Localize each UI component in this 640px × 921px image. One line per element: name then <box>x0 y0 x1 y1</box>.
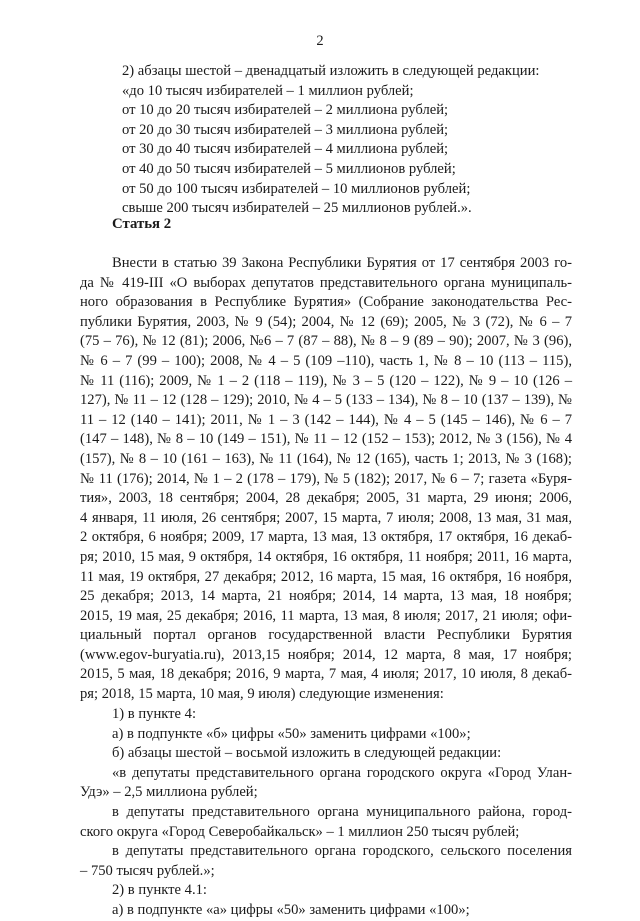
intro-line: от 20 до 30 тысяч избирателей – 3 миллиона рублей; <box>122 121 449 138</box>
item-line: «в депутаты представительного органа городского округа «Город Улан- <box>112 764 572 781</box>
body-line: ного образования в Республике Бурятия» (Собрание законодательства Рес- <box>80 294 572 311</box>
body-line: да № 419-III «О выборах депутатов представительного органа муниципаль- <box>80 274 572 291</box>
body-line: 2 октября, 6 ноября; 2009, 17 марта, 13 мая, 13 октября, 17 октября, 16 декаб- <box>80 529 572 546</box>
body-line: № 11 (176); 2014, № 1 – 2 (178 – 179), № 5 (182); 2017, № 6 – 7; газета «Буря- <box>80 470 572 487</box>
intro-line: «до 10 тысяч избирателей – 1 миллион рублей; <box>122 82 414 99</box>
body-line: публики Бурятия, 2003, № 9 (54); 2004, № 12 (69); 2005, № 3 (72), № 6 – 7 <box>80 313 572 330</box>
item-line: Удэ» – 2,5 миллиона рублей; <box>80 784 258 801</box>
body-line: 25 декабря; 2013, 14 марта, 21 ноября; 2014, 14 марта, 13 мая, 18 ноября; <box>80 588 572 605</box>
body-line: (www.egov-buryatia.ru), 2013,15 ноября; 2014, 12 марта, 8 мая, 17 ноября; <box>80 646 572 663</box>
body-line: 2015, 19 мая, 25 декабря; 2016, 11 марта, 13 мая, 8 июля; 2017, 21 июля; офи- <box>80 607 572 624</box>
body-line: 11 мая, 19 октября, 27 декабря; 2012, 16 марта, 15 мая, 16 октября, 16 ноября, <box>80 568 572 585</box>
item-line: б) абзацы шестой – восьмой изложить в следующей редакции: <box>112 745 502 762</box>
body-line: 11 – 12 (140 – 141); 2011, № 1 – 3 (142 – 144), № 4 – 5 (145 – 146), № 6 – 7 <box>80 411 572 428</box>
article-body-paragraph <box>80 254 572 705</box>
body-line: (147 – 148), № 8 – 10 (149 – 151), № 11 – 12 (152 – 153); 2012, № 3 (156), № 4 <box>80 431 572 448</box>
intro-line: 2) абзацы шестой – двенадцатый изложить в следующей редакции: <box>122 63 540 79</box>
body-line: ря; 2010, 15 мая, 9 октября, 14 октября, 16 октября, 11 ноября; 2011, 16 марта, <box>80 548 572 565</box>
amendment-items <box>80 705 572 921</box>
body-line: тия», 2003, 18 сентября; 2004, 28 декабря; 2005, 31 марта, 29 июня; 2006, <box>80 490 572 507</box>
body-line: 2015, 5 мая, 18 декабря; 2016, 9 марта, 7 мая, 4 июля; 2017, 10 июля, 8 декаб- <box>80 666 572 683</box>
body-line: ря; 2018, 15 марта, 10 мая, 9 июля) следующие изменения: <box>80 686 444 703</box>
item-line: а) в подпункте «б» цифры «50» заменить цифрами «100»; <box>112 725 471 742</box>
item-line: ского округа «Город Северобайкальск» – 1 миллион 250 тысяч рублей; <box>80 823 520 840</box>
body-line: (157), № 8 – 10 (161 – 163), № 11 (164), № 12 (165), часть 1; 2013, № 3 (168); <box>80 450 572 467</box>
body-line: (75 – 76), № 12 (81); 2006, №6 – 7 (87 – 88), № 8 – 9 (89 – 90); 2007, № 3 (96), <box>80 333 572 350</box>
intro-line: от 40 до 50 тысяч избирателей – 5 миллионов рублей; <box>122 160 456 177</box>
intro-line: от 30 до 40 тысяч избирателей – 4 миллиона рублей; <box>122 141 449 158</box>
item-line: 2) в пункте 4.1: <box>112 882 207 899</box>
body-line: № 6 – 7 (99 – 100); 2008, № 4 – 5 (109 –110), часть 1, № 8 – 10 (113 – 115), <box>80 352 572 369</box>
intro-line: от 50 до 100 тысяч избирателей – 10 миллионов рублей; <box>122 180 471 197</box>
article-heading: Статья 2 <box>112 216 172 232</box>
intro-line: свыше 200 тысяч избирателей – 25 миллионов рублей.». <box>122 200 472 217</box>
page-number: 2 <box>316 33 324 49</box>
item-line: в депутаты представительного органа городского, сельского поселения <box>112 843 572 860</box>
body-line: 4 января, 11 июля, 26 сентября; 2007, 15 марта, 7 июля; 2008, 13 мая, 31 мая, <box>80 509 572 526</box>
body-line: № 11 (116); 2009, № 1 – 2 (118 – 119), № 3 – 5 (120 – 122), № 9 – 10 (126 – <box>80 372 572 389</box>
item-line: 1) в пункте 4: <box>112 706 197 722</box>
intro-amendment-list <box>112 62 540 219</box>
body-line: 127), № 11 – 12 (128 – 129); 2010, № 4 – 5 (133 – 134), № 8 – 10 (137 – 139), № <box>80 392 572 409</box>
body-line: Внести в статью 39 Закона Республики Бурятия от 17 сентября 2003 го- <box>112 255 572 271</box>
item-line: в депутаты представительного органа муниципального района, город- <box>112 803 572 820</box>
intro-line: от 10 до 20 тысяч избирателей – 2 миллиона рублей; <box>122 102 449 119</box>
item-line: а) в подпункте «а» цифры «50» заменить цифрами «100»; <box>112 901 470 918</box>
item-line: – 750 тысяч рублей.»; <box>80 862 215 879</box>
body-line: циальный портал органов государственной власти Республики Бурятия <box>80 627 572 644</box>
